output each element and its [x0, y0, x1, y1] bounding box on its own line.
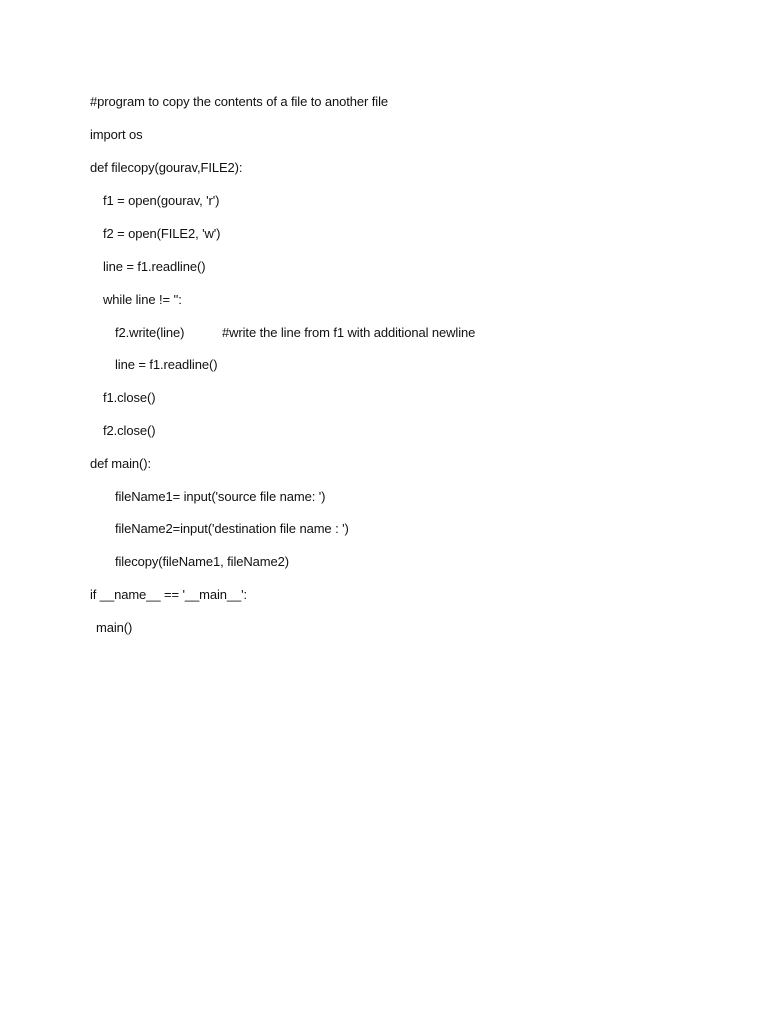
code-inline-comment: #write the line from f1 with additional newline [222, 325, 476, 340]
code-line-input-2: fileName2=input('destination file name : ') [115, 521, 349, 536]
code-line-readline: line = f1.readline() [103, 259, 206, 274]
code-line-main-call: main() [96, 620, 133, 635]
code-line-close-f2: f2.close() [103, 423, 156, 438]
code-line-open-f2: f2 = open(FILE2, 'w') [103, 226, 221, 241]
code-line-write: f2.write(line) [115, 325, 185, 340]
code-line-open-f1: f1 = open(gourav, 'r') [103, 193, 220, 208]
code-line-def-main: def main(): [90, 456, 152, 471]
code-line-if-main: if __name__ == '__main__': [90, 587, 248, 602]
code-line-input-1: fileName1= input('source file name: ') [115, 489, 326, 504]
code-line-call-filecopy: filecopy(fileName1, fileName2) [115, 554, 290, 569]
code-line-readline-loop: line = f1.readline() [115, 357, 218, 372]
code-line-while: while line != '': [103, 292, 182, 307]
code-line-comment-header: #program to copy the contents of a file to another file [90, 94, 389, 109]
code-line-import: import os [90, 127, 143, 142]
code-line-def-filecopy: def filecopy(gourav,FILE2): [90, 160, 243, 175]
code-line-close-f1: f1.close() [103, 390, 156, 405]
